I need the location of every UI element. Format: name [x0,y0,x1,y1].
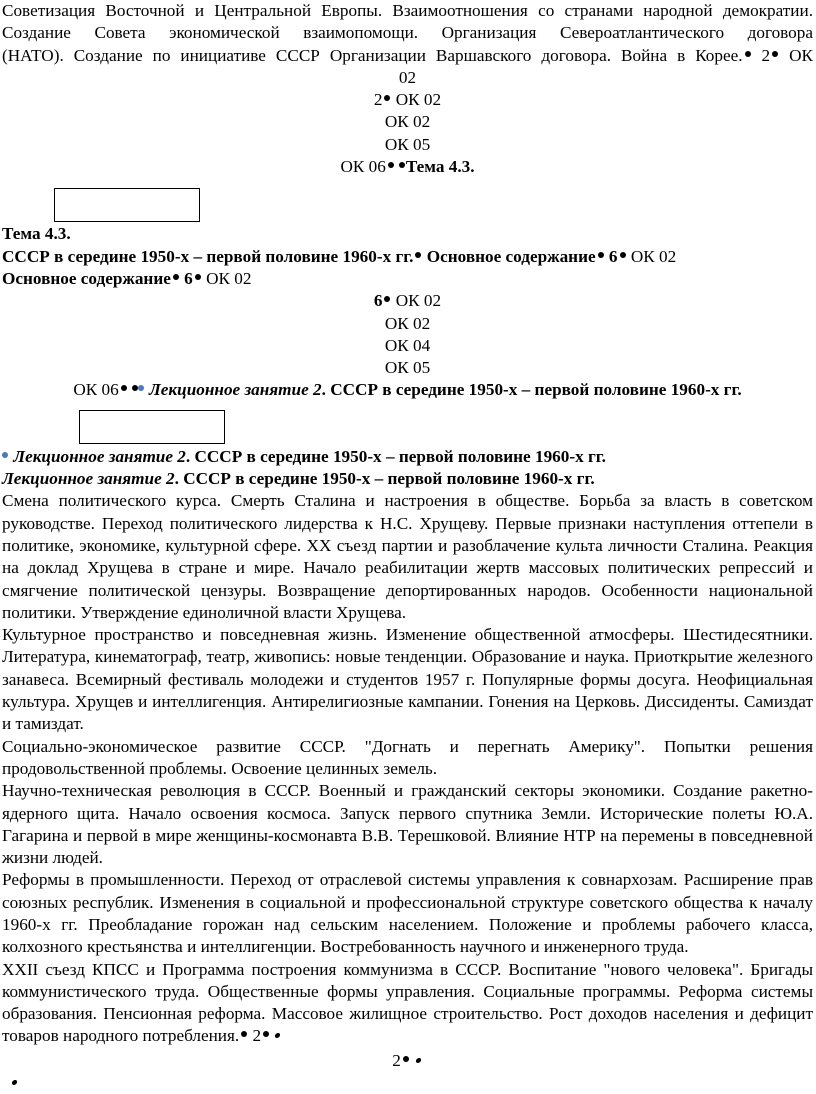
bullet-icon [620,252,626,258]
bullet-icon [403,1056,409,1062]
topic-heading: Тема 4.3. [2,224,71,244]
paragraph-text: XXII съезд КПСС и Программа построения коммунизма в СССР. Воспитание "нового человека". Бригады коммунистического труда. Общественные формы управления. Социальные программы. Реформа системы образования. Пенсионная реформа. Массовое жилищное строительство. Рост доходов населения и дефицит товаров народного потребления. [2,959,813,1046]
competence-code: ОК 06 [340,157,386,177]
bullet-icon [132,385,138,391]
intro-line-1: Советизация Восточной и Центральной Европы. Взаимоотношения со странами народной демократии. [2,1,813,20]
intro-text: (НАТО). Создание по инициативе СССР Организации Варшавского договора. Война в Корее. [2,45,743,65]
bullet-icon [399,162,405,168]
bullet-icon [121,385,127,391]
competence-code: ОК 02 [201,268,252,288]
content-paragraph: Реформы в промышленности. Переход от отраслевой системы управления к совнархозам. Расширение прав союзных республик. Изменения в социальной и профессиональной структуре советского общества к началу 1960-х гг. Преобладание горожан над сельским населением. Положение и проблемы рабочего класса, колхозного крестьянства и интеллигенции. Востребованность научного и инженерного труда. [2,870,813,957]
empty-box [79,410,225,444]
intro-line-8 [2,156,813,178]
competence-code: ОК 02 [391,291,442,311]
bullet-icon [384,296,390,302]
hours-number: 2 [751,45,771,65]
intro-line-6: ОК 02 [384,112,431,132]
empty-box [54,188,200,222]
intro-line-2: Создание Совета экономической взаимопомощи. Организация Североатлантического договора [2,23,813,43]
lecture-line-2 [2,468,813,490]
competence-code: ОК 02 [391,90,442,110]
content-paragraph: Культурное пространство и повседневная жизнь. Изменение общественной атмосферы. Шестидесятники. Литература, кинематограф, театр, живопись: новые тенденции. Образование и наука. Приоткрытие железного занавеса. Всемирный фестиваль молодежи и студентов 1957 г. Популярные формы досуга. Неофициальная культура. Хрущев и интеллигенция. Антирелигиозные кампании. Гонения на Церковь. Диссиденты. Самиздат и тамиздат. [2,625,813,734]
bullet-icon [138,385,144,391]
lecture-label: Лекционное занятие 2 [13,446,186,466]
topic-line-4: ОК 02 [384,313,431,333]
competence-code: ОК 06 [73,380,119,400]
bullet-icon [11,1080,17,1085]
lecture-title: . СССР в середине 1950-х – первой половине 1960-х гг. [174,469,595,489]
hours-number: 6 [179,268,193,288]
topic-line-2 [2,268,813,290]
topic-title: СССР в середине 1950-х – первой половине 1960-х гг. [2,246,414,266]
bullet-icon [241,1031,247,1037]
lecture-title: . СССР в середине 1950-х – первой половине 1960-х гг. [185,446,606,466]
hours-number: 6 [373,291,383,311]
topic-label: Тема 4.3. [405,157,475,177]
hours-number: 6 [604,246,618,266]
intro-line-4: 02 [398,67,417,87]
intro-line-3 [2,45,813,67]
lecture-label: Лекционное занятие 2 [2,469,175,489]
hours-number: 2 [392,1050,401,1070]
bullet-icon [388,162,394,168]
topic-line-3 [2,290,813,312]
competence-code: ОК 02 [626,246,677,266]
bullet-icon [274,1033,280,1038]
lecture-line-1 [2,446,813,468]
topic-line-5: ОК 04 [384,335,431,355]
content-paragraph: Социально-экономическое развитие СССР. "Догнать и перегнать Америку". Попытки решения продовольственной проблемы. Освоение целинных земель. [2,736,813,778]
bullet-icon [2,452,8,458]
content-paragraph-last [2,959,813,1048]
lecture-label: Лекционное занятие 2 [149,380,322,400]
lecture-title: . СССР в середине 1950-х – первой половине 1960-х гг. [321,380,742,400]
content-paragraph: Смена политического курса. Смерть Сталина и настроения в обществе. Борьба за власть в советском руководстве. Переход политического лидерства к Н.С. Хрущеву. Первые признаки наступления оттепели в политике, экономике, культурной сфере. XX съезд партии и разоблачение культа личности Сталина. Реакция на доклад Хрущева в стране и мире. Начало реабилитации жертв массовых политических репрессий и смягчение политической цензуры. Возвращение депортированных народов. Особенности национальной политики. Утверждение единоличной власти Хрущева. [2,491,813,622]
bullet-icon [772,51,778,57]
bullet-icon [263,1031,269,1037]
topic-line-6: ОК 05 [384,358,431,378]
hours-number: 2 [248,1026,262,1046]
topic-line-1 [2,246,813,268]
bullet-icon [745,51,751,57]
footer-line [2,1050,813,1072]
bullet-icon [384,95,390,101]
content-label: Основное содержание [422,246,596,266]
hours-number: 2 [373,90,383,110]
content-paragraph: Научно-техническая революция в СССР. Военный и гражданский секторы экономики. Создание ракетно-ядерного щита. Начало освоения космоса. Запуск первого спутника Земли. Исторические полеты Ю.А. Гагарина и первой в мире женщины-космонавта В.В. Терешковой. Влияние НТР на перемены в повседневной жизни людей. [2,781,813,868]
intro-line-7: ОК 05 [384,134,431,154]
content-label: Основное содержание [2,268,171,288]
bullet-icon [415,252,421,258]
bullet-icon [415,1058,421,1063]
intro-line-5 [2,89,813,111]
footer-bullet-line [2,1072,813,1094]
bullet-icon [598,252,604,258]
competence-code: ОК [779,45,813,65]
bullet-icon [173,274,179,280]
topic-line-7 [2,379,813,401]
bullet-icon [195,274,201,280]
